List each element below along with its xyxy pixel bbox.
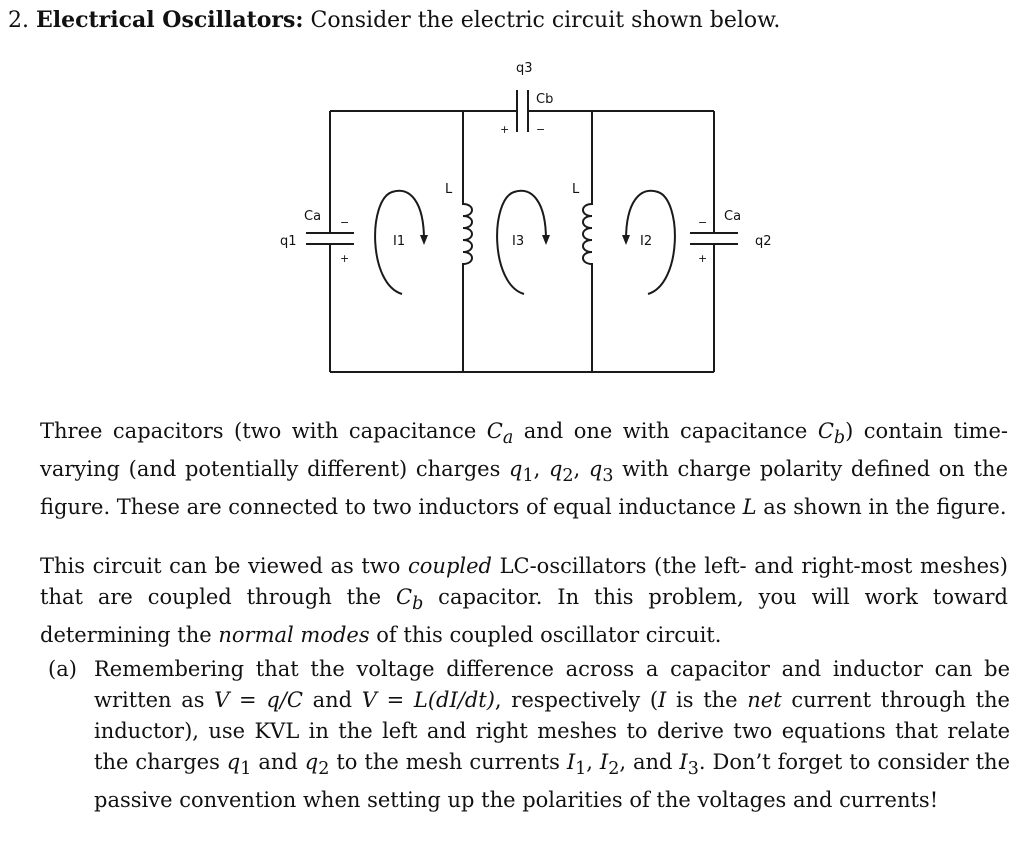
pa-text-f: to the mesh currents bbox=[329, 750, 567, 774]
p2-cb-subscript: b bbox=[412, 594, 424, 615]
p1-comma-2: , bbox=[573, 457, 589, 482]
p1-cb-symbol: C bbox=[817, 419, 834, 443]
p1-text-e: as shown in the figure. bbox=[756, 495, 1007, 520]
label-q2: q2 bbox=[755, 234, 772, 249]
part-a-body bbox=[94, 654, 1010, 816]
pa-i3-subscript: 3 bbox=[687, 759, 699, 780]
label-q3: q3 bbox=[516, 61, 533, 76]
paragraph-coupled-oscillators bbox=[40, 551, 1008, 651]
pa-equation-inductor: V = L(dI/dt) bbox=[361, 688, 495, 712]
label-ca-left: Ca bbox=[304, 209, 322, 224]
pa-equation-capacitor: V = q/C bbox=[214, 688, 303, 712]
inductor-left-coil bbox=[463, 111, 472, 372]
ca-right-plus-sign: + bbox=[698, 252, 708, 265]
p1-q1-symbol: q bbox=[509, 457, 523, 482]
p2-coupled-emphasis: coupled bbox=[408, 554, 492, 578]
p1-q2-symbol: q bbox=[548, 457, 563, 482]
pa-text-c: , respectively ( bbox=[494, 688, 659, 712]
label-i2: I2 bbox=[640, 234, 653, 249]
p1-ca-subscript: a bbox=[502, 428, 514, 449]
ca-right-minus-sign: − bbox=[698, 216, 708, 229]
p1-comma-1: , bbox=[533, 457, 549, 482]
pa-i-symbol: I bbox=[658, 688, 667, 712]
problem-title: Electrical Oscillators: bbox=[36, 7, 304, 33]
paragraph-capacitors bbox=[40, 416, 1008, 523]
pa-i3-symbol: I bbox=[679, 750, 688, 774]
pa-q1-symbol: q bbox=[226, 750, 241, 774]
p1-text-a: Three capacitors (two with capacitance bbox=[40, 419, 487, 443]
p2-normal-modes-emphasis: normal modes bbox=[218, 623, 370, 648]
p2-text-b: LC-oscillators (the left- and right-most meshes) that are coupled through the bbox=[40, 554, 1008, 609]
pa-comma: , bbox=[586, 750, 600, 774]
pa-text-d: is the bbox=[666, 688, 748, 712]
p1-text-c: ) contain time-varying (and potentially different) charges bbox=[40, 419, 1008, 482]
pa-q2-subscript: 2 bbox=[318, 759, 330, 780]
p2-cb-symbol: C bbox=[395, 585, 413, 609]
p2-text-c: capacitor. In this problem, you will work toward determining the bbox=[40, 585, 1008, 648]
label-i3: I3 bbox=[512, 234, 525, 249]
pa-i1-subscript: 1 bbox=[575, 759, 587, 780]
label-cb: Cb bbox=[536, 92, 554, 107]
p2-text-d: of this coupled oscillator circuit. bbox=[369, 623, 722, 648]
pa-text-g: . Don’t forget to consider the passive convention when setting up the polarities of the voltages and currents! bbox=[94, 750, 1011, 813]
p1-text-b: and one with capacitance bbox=[513, 419, 818, 443]
pa-q2-symbol: q bbox=[304, 750, 319, 774]
ca-left-plus-sign: + bbox=[340, 252, 350, 265]
p1-ca-symbol: C bbox=[486, 419, 503, 443]
ca-left-minus-sign: − bbox=[340, 216, 350, 229]
part-a bbox=[48, 654, 1010, 816]
part-a-marker: (a) bbox=[48, 657, 77, 681]
pa-net-emphasis: net bbox=[747, 688, 782, 712]
label-ca-right: Ca bbox=[724, 209, 742, 224]
pa-i2-subscript: 2 bbox=[608, 759, 620, 780]
p2-text-a: This circuit can be viewed as two bbox=[40, 554, 409, 578]
pa-text-b: and bbox=[302, 688, 362, 712]
cb-plus-sign: + bbox=[500, 123, 510, 136]
label-q1: q1 bbox=[280, 234, 297, 249]
p1-l-symbol: L bbox=[742, 495, 757, 520]
pa-q1-subscript: 1 bbox=[240, 759, 252, 780]
p1-cb-subscript: b bbox=[833, 428, 846, 449]
pa-and-2: , and bbox=[619, 750, 680, 774]
label-inductor-right: L bbox=[572, 182, 580, 197]
problem-number: 2. bbox=[8, 8, 29, 33]
p1-q2-subscript: 2 bbox=[562, 466, 574, 487]
pa-text-a: Remembering that the voltage difference across a capacitor and inductor can be written as bbox=[94, 657, 1010, 712]
label-i1: I1 bbox=[393, 234, 406, 249]
p1-q3-symbol: q bbox=[588, 457, 603, 482]
p1-q3-subscript: 3 bbox=[602, 466, 614, 487]
pa-text-e: current through the inductor), use KVL in the left and right meshes to derive two equations that relate the charges bbox=[94, 688, 1010, 774]
p1-q1-subscript: 1 bbox=[522, 466, 534, 487]
circuit-diagram bbox=[0, 0, 1024, 400]
p1-text-d: with charge polarity defined on the figure. These are connected to two inductors of equal inductance bbox=[40, 457, 1009, 520]
pa-and-1: and bbox=[251, 750, 305, 774]
cb-minus-sign: − bbox=[536, 123, 546, 136]
inductor-right-coil bbox=[583, 111, 592, 372]
pa-i2-symbol: I bbox=[599, 750, 609, 774]
label-inductor-left: L bbox=[445, 182, 453, 197]
pa-i1-symbol: I bbox=[566, 750, 576, 774]
problem-intro: Consider the electric circuit shown below. bbox=[310, 8, 781, 33]
